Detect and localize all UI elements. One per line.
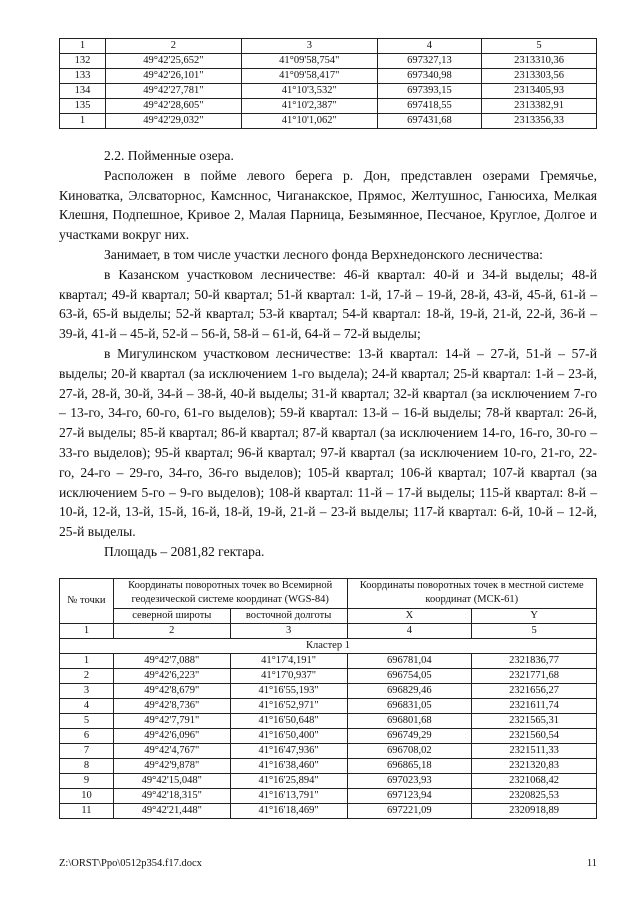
coordinate-table-body xyxy=(60,579,597,819)
table-cell: 697123,94 xyxy=(347,789,472,804)
table-cell: 49°42'28,605" xyxy=(105,99,241,114)
table-row xyxy=(60,744,597,759)
subheader-longitude: восточной долготы xyxy=(230,608,347,623)
table-cell: 697221,09 xyxy=(347,804,472,819)
table-cell: 2321656,27 xyxy=(472,684,597,699)
paragraph-location: Расположен в пойме левого берега р. Дон, представлен озерами Гремячье, Киноватка, Элсваторнос, Камсннос, Чиганакское, Прямос, Желтушнос, Ганюсиха, Мелкая Клешня, Подпешное, Кривое 2, Малая Парница, Безымянное, Песчаное, Круглое, Долгое и участками вокруг них. xyxy=(59,167,597,243)
table-cell: 697023,93 xyxy=(347,774,472,789)
table-cell: 2321068,42 xyxy=(472,774,597,789)
table-cell: 2313405,93 xyxy=(482,84,597,99)
table-cell: 3 xyxy=(230,624,347,639)
table-cell: 3 xyxy=(60,684,114,699)
table-cell: 2320825,53 xyxy=(472,789,597,804)
table-cell: 41°16'50,400" xyxy=(230,729,347,744)
table-cell: 8 xyxy=(60,759,114,774)
table-cell: 1 xyxy=(60,624,114,639)
table-row xyxy=(60,714,597,729)
table-column-number-row xyxy=(60,624,597,639)
table-cell: 41°16'13,791" xyxy=(230,789,347,804)
table-cell: 1 xyxy=(60,114,106,129)
table-cell: 41°09'58,417" xyxy=(241,69,377,84)
table-cell: 2321565,31 xyxy=(472,714,597,729)
table-cell: 4 xyxy=(60,699,114,714)
table-cell: 696865,18 xyxy=(347,759,472,774)
table-subheader-row xyxy=(60,608,597,623)
table-cell: 133 xyxy=(60,69,106,84)
table-row xyxy=(60,729,597,744)
table-cell: 49°42'18,315" xyxy=(113,789,230,804)
table-cell: 41°16'18,469" xyxy=(230,804,347,819)
table-cell: 5 xyxy=(472,624,597,639)
table-cell: 49°42'25,652" xyxy=(105,54,241,69)
table-cell: 2320918,89 xyxy=(472,804,597,819)
table-cell: 2321611,74 xyxy=(472,699,597,714)
table-cell: 49°42'6,223" xyxy=(113,669,230,684)
table-cell: 697431,68 xyxy=(377,114,481,129)
table-cell: 41°16'55,193" xyxy=(230,684,347,699)
coordinate-table xyxy=(59,578,597,819)
table-cell: 49°42'8,736" xyxy=(113,699,230,714)
table-row xyxy=(60,114,597,129)
cluster-row xyxy=(60,639,597,654)
table-cell: 132 xyxy=(60,54,106,69)
table-cell: 49°42'21,448" xyxy=(113,804,230,819)
table-cell: 49°42'9,878" xyxy=(113,759,230,774)
subheader-x: X xyxy=(347,608,472,623)
table-row xyxy=(60,789,597,804)
table-cell: 696831,05 xyxy=(347,699,472,714)
table-cell: 696754,05 xyxy=(347,669,472,684)
table-cell: 41°10'2,387" xyxy=(241,99,377,114)
paragraph-migulin: в Мигулинском участковом лесничестве: 13-й квартал: 14-й – 27-й, 51-й – 57-й выделы; 20-й квартал (за исключением 1-го выдела); 24-й квартал; 25-й квартал: 1-й – 23-й, 27-й, 28-й, 30-й, 34-й – 38-й, 40-й выделы; 31-й квартал; 32-й квартал (за исключением 7-го – 13-го, 34-го, 60-го, 61-го выделов); 59-й квартал: 13-й – 16-й выделы; 78-й квартал: 26-й, 27-й выделы; 85-й квартал; 86-й квартал; 87-й квартал (за исключением 14-го, 16-го, 30-го – 33-го выделов); 95-й квартал; 96-й квартал; 97-й квартал (за исключением 10-го, 21-го, 22-го, 24-го – 29-го, 34-го, 36-го выделов); 105-й квартал; 106-й квартал; 107-й квартал (за исключением 5-го – 9-го выделов); 108-й квартал: 11-й – 17-й выделы; 115-й квартал: 8-й – 10-й, 12-й, 13-й, 15-й, 16-й, 18-й, 19-й, 21-й – 23-й выделы; 117-й квартал: 6-й, 10-й – 12-й, 25-й выделы. xyxy=(59,345,597,540)
table-cell: 697340,98 xyxy=(377,69,481,84)
table-cell: 1 xyxy=(60,654,114,669)
table-row xyxy=(60,699,597,714)
table-row xyxy=(60,804,597,819)
table-cell: 2321560,54 xyxy=(472,729,597,744)
table-cell: 49°42'27,781" xyxy=(105,84,241,99)
top-coordinate-table xyxy=(59,38,597,129)
table-cell: 11 xyxy=(60,804,114,819)
table-cell: 41°16'50,648" xyxy=(230,714,347,729)
table-cell: 41°16'38,460" xyxy=(230,759,347,774)
subheader-y: Y xyxy=(472,608,597,623)
table-cell: 6 xyxy=(60,729,114,744)
table-cell: 2313382,91 xyxy=(482,99,597,114)
table-cell: 49°42'6,096" xyxy=(113,729,230,744)
table-cell: 7 xyxy=(60,744,114,759)
table-header-row xyxy=(60,579,597,609)
table-cell: 696708,02 xyxy=(347,744,472,759)
footer-page-number: 11 xyxy=(586,858,597,869)
table-cell: 10 xyxy=(60,789,114,804)
table-row xyxy=(60,99,597,114)
paragraph-occupies: Занимает, в том числе участки лесного фонда Верхнедонского лесничества: xyxy=(104,246,543,262)
table-row xyxy=(60,774,597,789)
table-cell: 41°16'47,936" xyxy=(230,744,347,759)
table-row xyxy=(60,684,597,699)
table-row xyxy=(60,84,597,99)
table-cell: 3 xyxy=(241,39,377,54)
table-cell: 2321771,68 xyxy=(472,669,597,684)
top-table-body xyxy=(60,39,597,129)
table-cell: 41°16'52,971" xyxy=(230,699,347,714)
table-cell: 4 xyxy=(347,624,472,639)
footer-file-path: Z:\ORST\Ppo\0512p354.f17.docx xyxy=(59,858,202,869)
table-cell: 41°16'25,894" xyxy=(230,774,347,789)
table-cell: 697327,13 xyxy=(377,54,481,69)
section-body xyxy=(59,146,597,562)
table-cell: 41°10'1,062" xyxy=(241,114,377,129)
table-cell: 2321511,33 xyxy=(472,744,597,759)
table-cell: 5 xyxy=(60,714,114,729)
table-cell: 49°42'26,101" xyxy=(105,69,241,84)
table-cell: 49°42'7,088" xyxy=(113,654,230,669)
table-cell: 135 xyxy=(60,99,106,114)
table-cell: 49°42'29,032" xyxy=(105,114,241,129)
table-cell: 41°10'3,532" xyxy=(241,84,377,99)
table-row xyxy=(60,654,597,669)
table-cell: 2 xyxy=(105,39,241,54)
table-cell: 2313303,56 xyxy=(482,69,597,84)
table-cell: 5 xyxy=(482,39,597,54)
table-cell: 49°42'8,679" xyxy=(113,684,230,699)
table-cell: 9 xyxy=(60,774,114,789)
table-cell: 49°42'15,048" xyxy=(113,774,230,789)
table-cell: 4 xyxy=(377,39,481,54)
section-heading: 2.2. Пойменные озера. xyxy=(104,148,234,163)
paragraph-area: Площадь – 2081,82 гектара. xyxy=(104,543,265,559)
table-cell: 41°17'0,937" xyxy=(230,669,347,684)
table-cell: 2313356,33 xyxy=(482,114,597,129)
table-cell: 696781,04 xyxy=(347,654,472,669)
cluster-label: Кластер 1 xyxy=(60,639,597,654)
subheader-latitude: северной широты xyxy=(113,608,230,623)
table-cell: 696749,29 xyxy=(347,729,472,744)
table-cell: 49°42'4,767" xyxy=(113,744,230,759)
table-cell: 41°17'4,191" xyxy=(230,654,347,669)
table-row xyxy=(60,69,597,84)
table-cell: 49°42'7,791" xyxy=(113,714,230,729)
table-cell: 697393,15 xyxy=(377,84,481,99)
table-row xyxy=(60,669,597,684)
table-cell: 134 xyxy=(60,84,106,99)
table-row xyxy=(60,54,597,69)
table-column-number-row xyxy=(60,39,597,54)
table-row xyxy=(60,759,597,774)
header-msk61: Координаты поворотных точек в местной системе координат (МСК-61) xyxy=(347,579,597,609)
table-cell: 2321320,83 xyxy=(472,759,597,774)
header-point-number: № точки xyxy=(60,579,114,624)
table-cell: 2313310,36 xyxy=(482,54,597,69)
table-cell: 2 xyxy=(113,624,230,639)
table-cell: 697418,55 xyxy=(377,99,481,114)
table-cell: 41°09'58,754" xyxy=(241,54,377,69)
table-cell: 2 xyxy=(60,669,114,684)
table-cell: 696829,46 xyxy=(347,684,472,699)
table-cell: 696801,68 xyxy=(347,714,472,729)
table-cell: 2321836,77 xyxy=(472,654,597,669)
paragraph-kazan: в Казанском участковом лесничестве: 46-й квартал: 40-й и 34-й выделы; 48-й квартал; 49-й квартал; 50-й квартал; 51-й квартал: 1-й, 17-й – 19-й, 28-й, 43-й, 45-й, 61-й – 63-й, 65-й выделы; 52-й квартал; 53-й квартал; 54-й квартал: 18-й, 19-й, 21-й, 22-й, 36-й – 39-й, 41-й – 45-й, 52-й – 56-й, 58-й – 61-й, 64-й – 72-й выделы; xyxy=(59,266,597,342)
table-cell: 1 xyxy=(60,39,106,54)
header-wgs84: Координаты поворотных точек во Всемирной геодезической системе координат (WGS-84) xyxy=(113,579,347,609)
